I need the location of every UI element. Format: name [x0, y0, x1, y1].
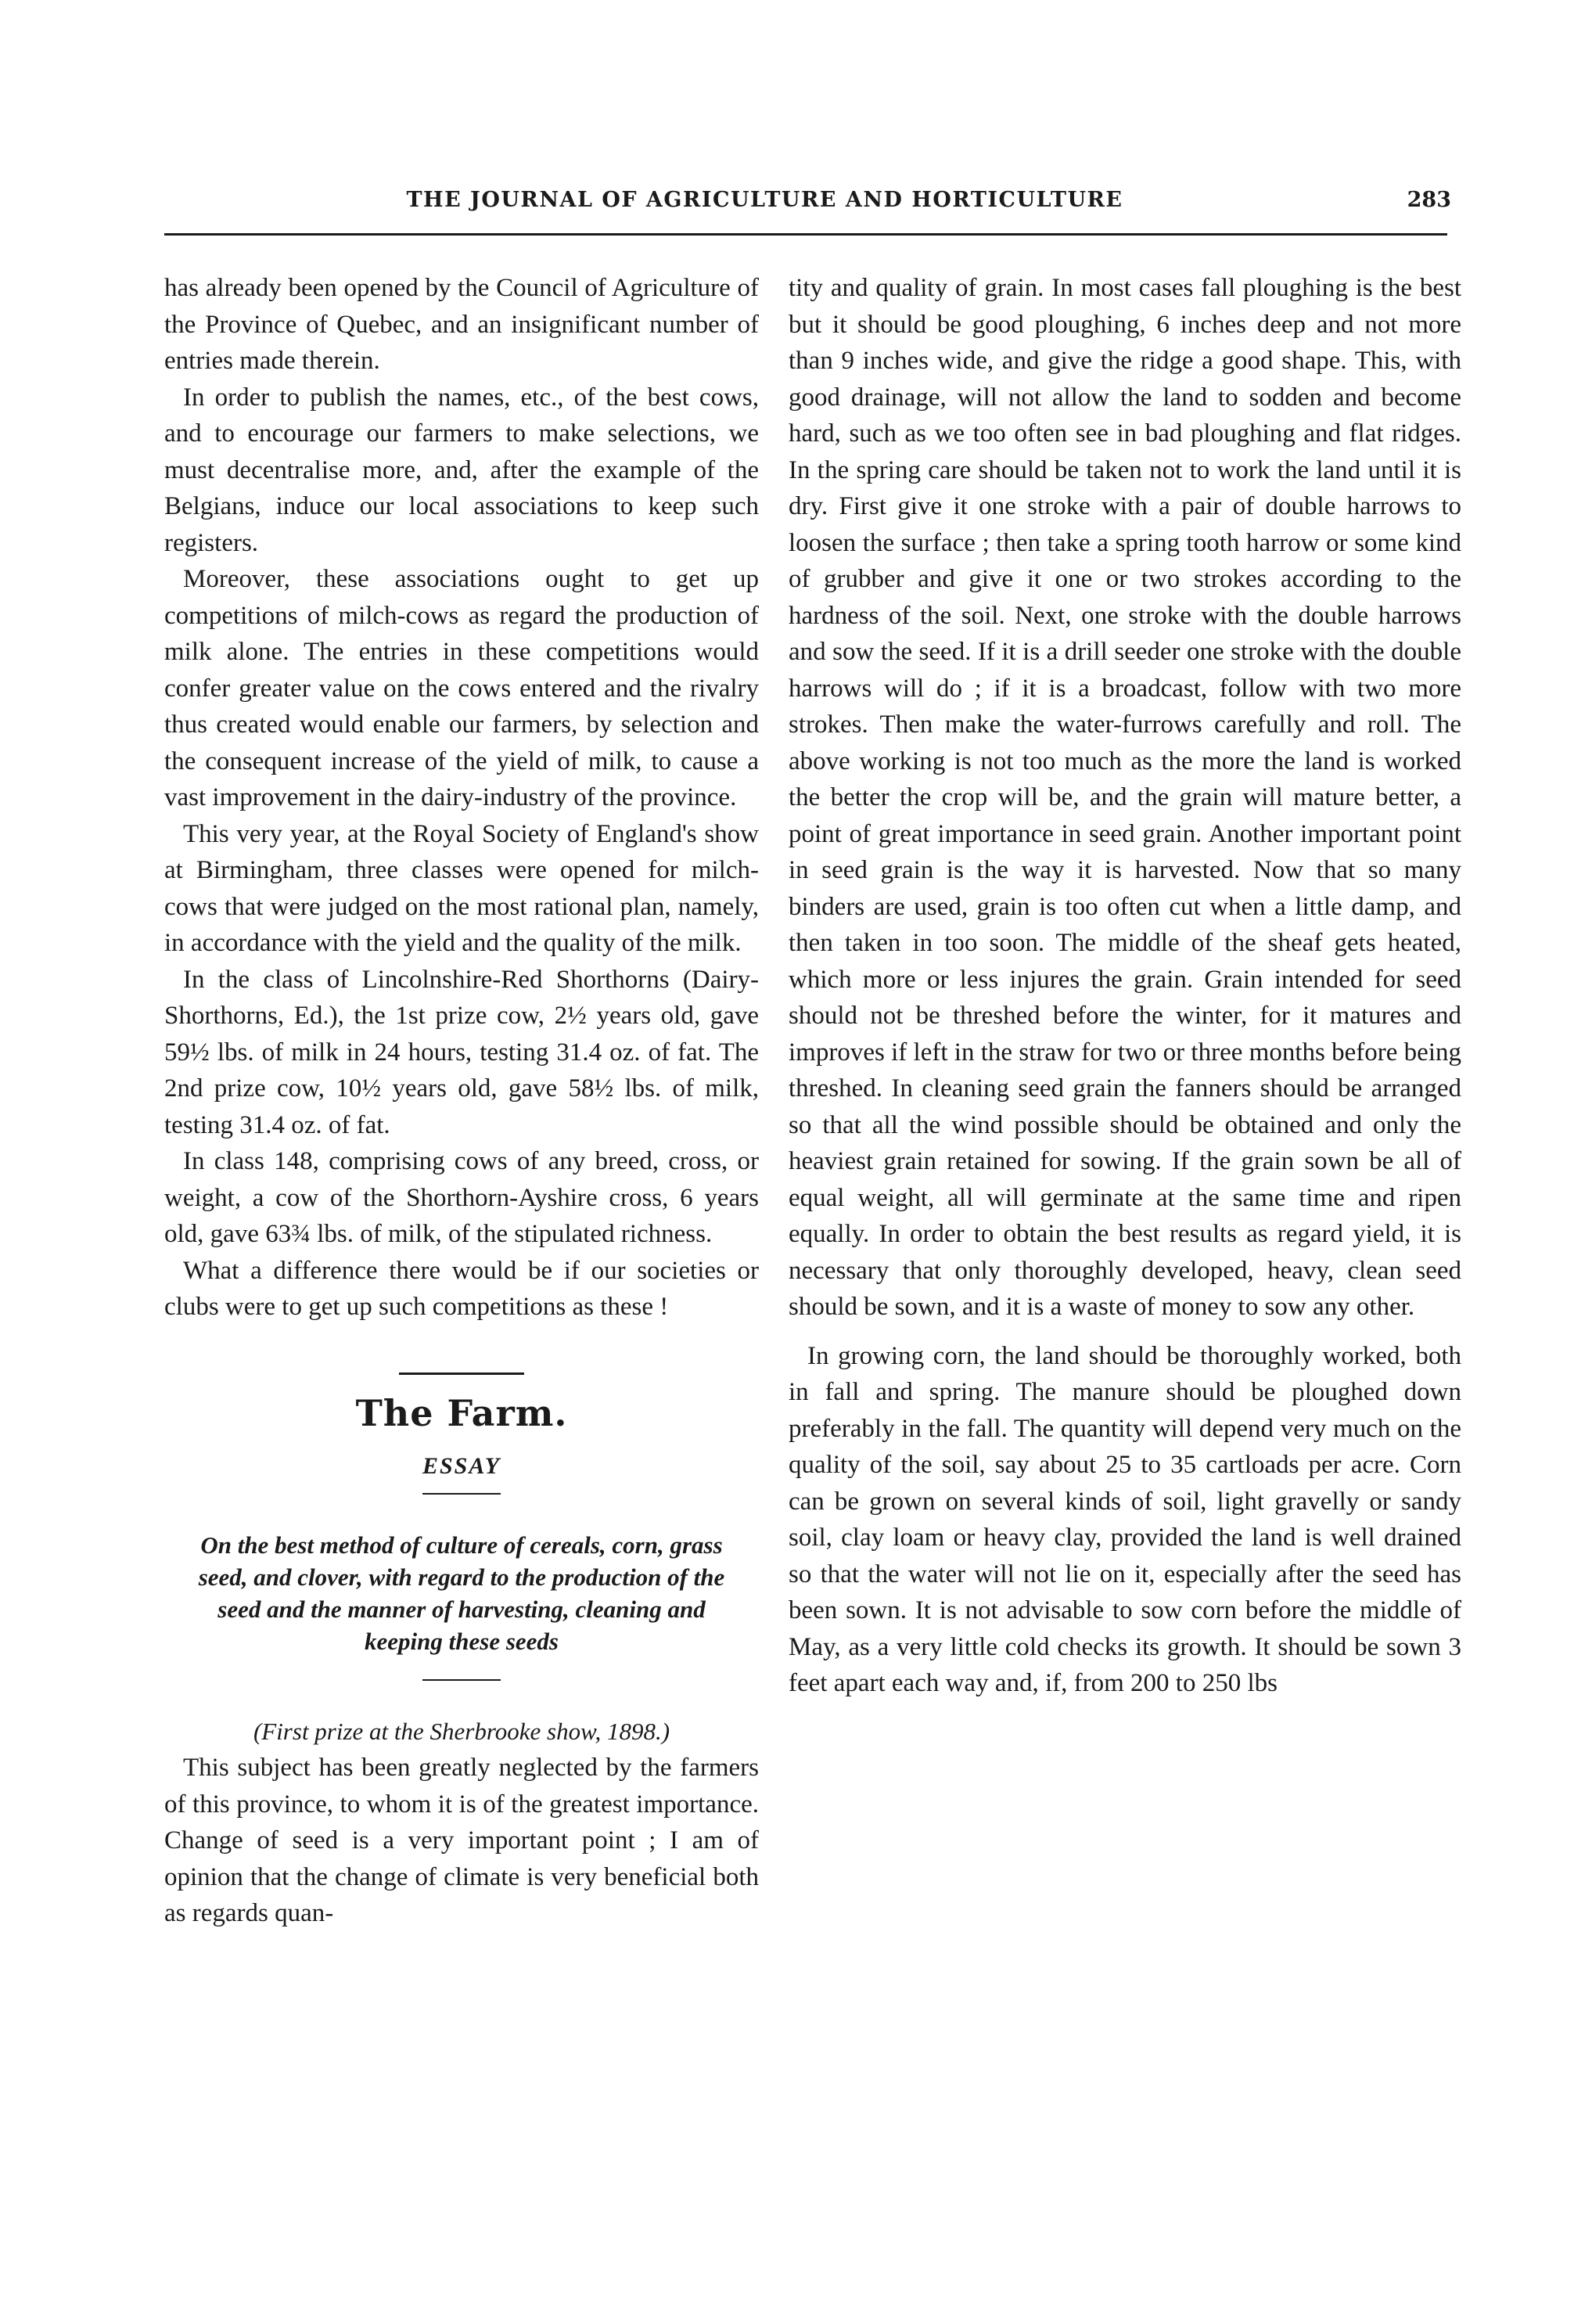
journal-title: THE JOURNAL OF AGRICULTURE AND HORTICULTURE	[406, 188, 1123, 212]
page-number: 283	[1407, 188, 1451, 212]
prize-note: (First prize at the Sherbrooke show, 1898.)	[253, 1717, 670, 1745]
header-rule	[164, 233, 1447, 236]
essay-label: ESSAY	[422, 1453, 501, 1479]
essay-title: On the best method of culture of cereals, corn, grass seed, and clover, with regard to the production of the seed and the manner of harvesting, cleaning and keeping these seeds	[198, 1531, 725, 1655]
essay-divider	[422, 1493, 501, 1495]
paragraph: has already been opened by the Council of Agriculture of the Province of Quebec, and an insignificant number of entries made therein.	[164, 274, 759, 375]
paragraph: In class 148, comprising cows of any breed, cross, or weight, a cow of the Shorthorn-Ayshire cross, 6 years old, gave 63¾ lbs. of milk, of the stipulated richness.	[164, 1147, 759, 1248]
paragraph: What a difference there would be if our societies or clubs were to get up such competitions as these !	[164, 1256, 759, 1321]
paragraph: In order to publish the names, etc., of the best cows, and to encourage our farmers to make selections, we must decentralise more, and, after the example of the Belgians, induce our local associations to keep such registers.	[164, 383, 759, 557]
section-heading: The Farm.	[355, 1391, 568, 1434]
paragraph: In growing corn, the land should be thoroughly worked, both in fall and spring. The manure should be ploughed down preferably in the fall. The quantity will depend very much on the quality of the soil, say about 25 to 35 cartloads per acre. Corn can be grown on several kinds of soil, light gravelly or sandy soil, clay loam or heavy clay, provided the land is well drained so that the water will not lie on it, especially after the seed has been sown. It is not advisable to sow corn before the middle of May, as a very little cold checks its growth. It should be sown 3 feet apart each way and, if, from 200 to 250 lbs	[789, 1341, 1461, 1697]
paragraph: tity and quality of grain. In most cases fall ploughing is the best but it should be good ploughing, 6 inches deep and not more than 9 inches wide, and give the ridge a good shape. This, with good drainage, will not allow the land to sodden and become hard, such as we too often see in bad ploughing and flat ridges. In the spring care should be taken not to work the land until it is dry. First give it one stroke with a pair of double harrows to loosen the surface ; then take a spring tooth harrow or some kind of grubber and give it one or two strokes according to the hardness of the soil. Next, one stroke with the double harrows and sow the seed. If it is a drill seeder one stroke with the double harrows will do ; if it is a broadcast, follow with two more strokes. Then make the water-furrows carefully and roll. The above working is not too much as the more the land is worked the better the crop will be, and the grain will mature better, a point of great importance in seed grain. Another important point in seed grain is the way it is harvested. Now that so many binders are used, grain is too often cut when a little damp, and then taken in too soon. The middle of the sheaf gets heated, which more or less injures the grain. Grain intended for seed should not be threshed before the winter, for it matures and improves if left in the straw for two or three months before being threshed. In cleaning seed grain the fanners should be arranged so that all the wind possible should be obtained and only the heaviest grain retained for sowing. If the grain sown be all of equal weight, all will germinate at the same time and ripen equally. In order to obtain the best results as regard yield, it is necessary that only thoroughly developed, heavy, clean seed should be sown, and it is a waste of money to sow any other.	[789, 274, 1461, 1321]
running-header	[235, 188, 1451, 227]
left-column	[164, 270, 759, 1932]
paragraph: This subject has been greatly neglected by the farmers of this province, to whom it is of the greatest importance. Change of seed is a very important point ; I am of opinion that the change of climate is very beneficial both as regards quan-	[164, 1754, 759, 1927]
paragraph: This very year, at the Royal Society of England's show at Birmingham, three classes were opened for milch-cows that were judged on the most rational plan, namely, in accordance with the yield and the quality of the milk.	[164, 819, 759, 957]
paragraph: In the class of Lincolnshire-Red Shorthorns (Dairy-Shorthorns, Ed.), the 1st prize cow, 2½ years old, gave 59½ lbs. of milk in 24 hours, testing 31.4 oz. of fat. The 2nd prize cow, 10½ years old, gave 58½ lbs. of milk, testing 31.4 oz. of fat.	[164, 965, 759, 1139]
section-divider	[399, 1372, 524, 1375]
title-divider	[422, 1679, 501, 1681]
right-column	[789, 270, 1461, 1702]
paragraph: Moreover, these associations ought to get up competitions of milch-cows as regard the production of milk alone. The entries in these competitions would confer greater value on the cows entered and the rivalry thus created would enable our farmers, by selection and the consequent increase of the yield of milk, to cause a vast improvement in the dairy-industry of the province.	[164, 565, 759, 811]
